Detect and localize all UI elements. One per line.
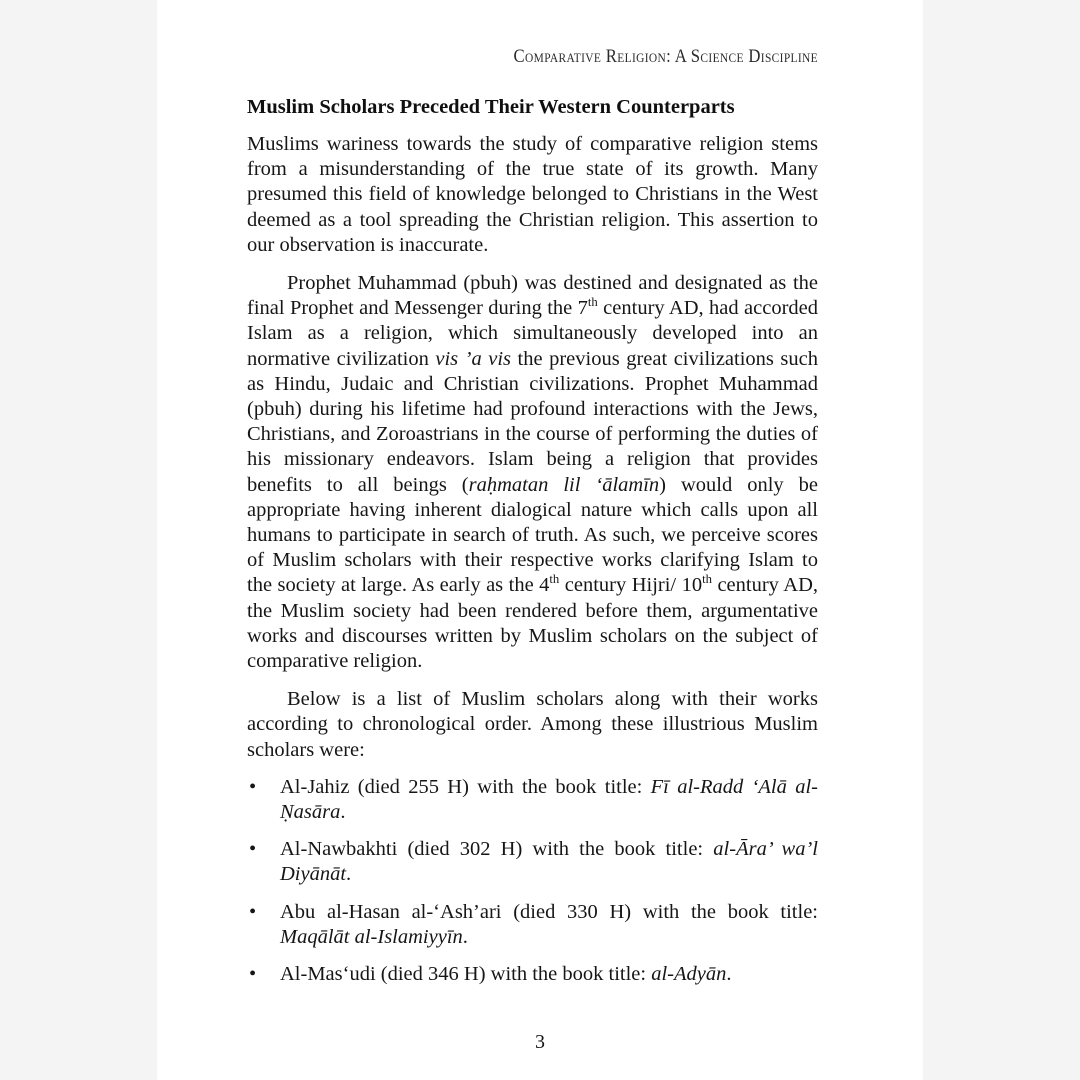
bullet-icon: •	[249, 963, 257, 986]
list-item-text	[280, 838, 818, 885]
text-run: .	[346, 863, 352, 886]
running-header: Comparative Religion: A Science Discipline	[513, 46, 818, 67]
list-item	[247, 837, 818, 887]
bullet-icon: •	[249, 775, 257, 798]
text-run: Al-Jahiz (died 255 H) with the book title:	[280, 775, 651, 798]
italic-text-run: Fī al-Radd ʻAlā al-Ṇasāra	[280, 775, 818, 824]
page-content	[157, 46, 923, 987]
text-run: .	[726, 963, 732, 986]
page-number: 3	[535, 1031, 545, 1053]
text-run: ) would only be appropriate having inherent dialogical nature which calls upon all humans to participate in search of truth. As such, we perceive scores of Muslim scholars with their respective works clarifying Islam to the society at large. As early as the 4	[247, 473, 818, 597]
bullet-icon: •	[249, 900, 257, 923]
list-item	[247, 775, 818, 825]
text-run: Below is a list of Muslim scholars along with their works according to chronological order. Among these illustrious Muslim scholars were:	[247, 688, 818, 761]
list-item	[247, 962, 818, 987]
list-item-text	[280, 963, 732, 985]
italic-text-run: al-Āra’ wa’l Diyānāt	[280, 838, 818, 886]
text-run: .	[462, 925, 468, 948]
italic-text-run: al-Adyān	[651, 963, 727, 986]
list-item	[247, 900, 818, 950]
paragraph	[247, 687, 818, 763]
text-run: .	[340, 801, 346, 824]
scholar-list	[247, 775, 818, 987]
text-run: Al-Masʻudi (died 346 H) with the book title:	[280, 963, 652, 986]
text-run: Muslims wariness towards the study of comparative religion stems from a misunderstanding of the true state of its growth. Many presumed this field of knowledge belonged to Christians in the West deemed as a tool spreading the Christian religion. This assertion to our observation is inaccurate.	[247, 133, 818, 256]
text-run: th	[702, 572, 712, 587]
italic-text-run: Maqālāt al-Islamiyyīn	[280, 925, 463, 948]
body-paragraphs	[247, 132, 818, 763]
paragraph	[247, 132, 818, 258]
text-run: century Hijri/ 10	[559, 574, 703, 597]
paragraph	[247, 271, 818, 674]
book-page	[157, 0, 923, 1080]
text-run: Prophet Muhammad (pbuh) was destined and designated as the final Prophet and Messenger during the 7	[247, 272, 818, 320]
text-run: Abu al-Hasan al-ʻAsh’ari (died 330 H) with the book title:	[280, 900, 818, 923]
bullet-icon: •	[249, 838, 257, 861]
italic-text-run: raḥmatan lil ʻālamīn	[468, 473, 660, 496]
list-item-text	[280, 776, 818, 823]
section-heading: Muslim Scholars Preceded Their Western Counterparts	[247, 96, 735, 118]
text-run: century AD, the Muslim society had been rendered before them, argumentative works and discourses written by Muslim scholars on the subject of comparative religion.	[247, 574, 818, 673]
text-run: th	[587, 295, 598, 310]
text-run: Al-Nawbakhti (died 302 H) with the book title:	[280, 838, 714, 861]
italic-text-run: vis ’a vis	[435, 347, 512, 370]
text-run: the previous great civilizations such as Hindu, Judaic and Christian civilizations. Prophet Muhammad (pbuh) during his lifetime had profound interactions with the Jews, Christians, and Zoroastrians in the course of performing the duties of his missionary endeavors. Islam being a religion that provides benefits to all beings (	[247, 347, 818, 496]
text-run: th	[549, 572, 560, 587]
list-item-text	[280, 901, 818, 948]
text-run: century AD, had accorded Islam as a religion, which simultaneously developed into an normative civilization	[247, 297, 818, 370]
